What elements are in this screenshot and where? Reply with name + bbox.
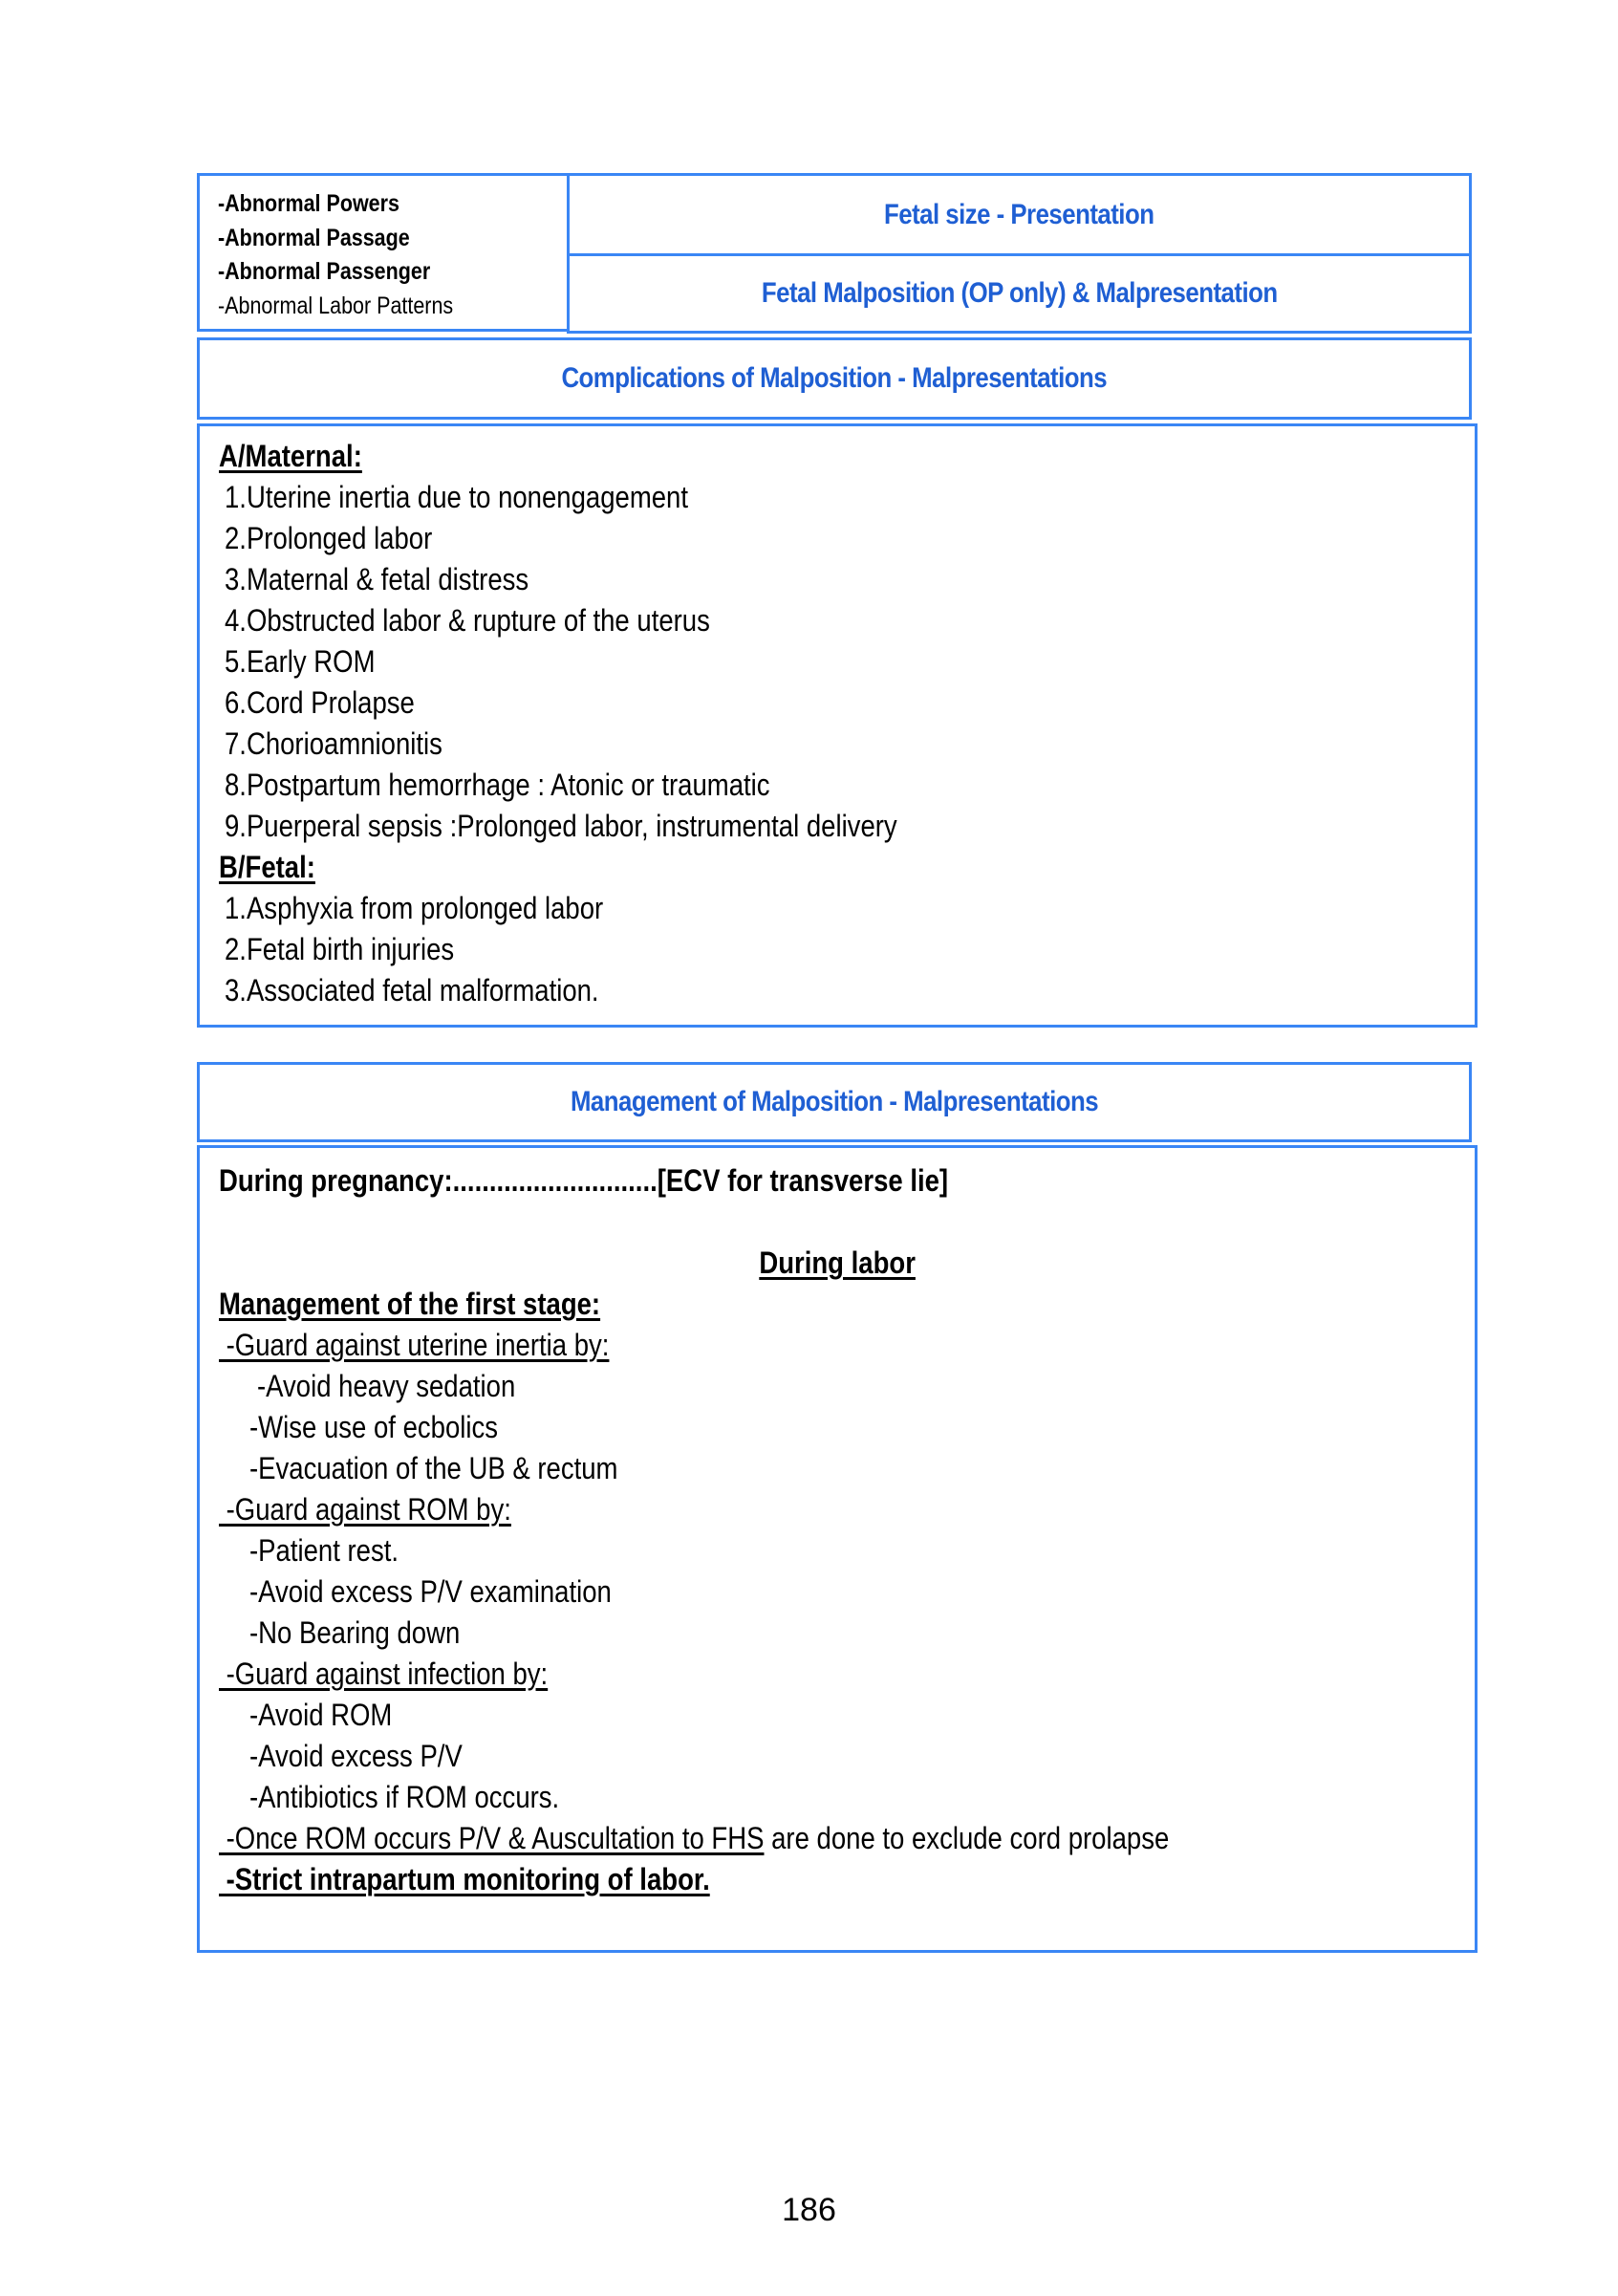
list-item [219,888,1475,929]
list-item [219,1571,1475,1613]
list-item [219,477,1475,518]
subheading-line [219,1489,1475,1530]
fetal-item: 3.Associated fetal malformation. [225,973,599,1007]
list-item [219,1407,1475,1448]
factor-text: -Abnormal Passenger [218,258,431,285]
list-item [219,970,1475,1011]
list-item [219,1736,1475,1777]
factor-text: -Abnormal Powers [218,190,399,217]
subheading-line [219,1654,1475,1695]
infection-heading: -Guard against infection by: [219,1657,549,1691]
management-heading: Management of Malposition - Malpresentations [570,1086,1099,1117]
list-item [219,600,1475,641]
strict-monitoring: -Strict intrapartum monitoring of labor. [219,1862,710,1896]
during-pregnancy-line [219,1160,1475,1202]
uterine-inertia-item: -Avoid heavy sedation [257,1369,516,1403]
during-labor-heading: During labor [759,1245,916,1280]
infection-item: -Avoid ROM [249,1698,393,1732]
fetal-item: 1.Asphyxia from prolonged labor [225,891,604,925]
complications-heading-box [197,337,1472,420]
once-rom-rest: are done to exclude cord prolapse [764,1821,1170,1855]
list-item [219,765,1475,806]
subheading-line [219,1325,1475,1366]
factor-item [218,187,567,222]
management-heading-box [197,1062,1472,1142]
during-pregnancy: During pregnancy:............................[ECV for transverse lie] [219,1163,949,1198]
factors-box [197,173,570,332]
infection-item: -Avoid excess P/V [249,1739,463,1773]
maternal-item: 7.Chorioamnionitis [225,726,442,761]
rom-item: -Avoid excess P/V examination [249,1574,612,1609]
list-item [219,724,1475,765]
list-item [219,1530,1475,1571]
factor-item [218,290,567,324]
maternal-heading: A/Maternal: [219,439,362,473]
fetal-malposition-title: Fetal Malposition (OP only) & Malpresentation [761,277,1278,309]
factor-item [218,255,567,290]
once-rom-underlined: -Once ROM occurs P/V & Auscultation to FHS [219,1821,765,1855]
rom-item: -Patient rest. [249,1533,399,1568]
uterine-inertia-heading: -Guard against uterine inertia by: [219,1328,610,1362]
once-rom-line [219,1818,1475,1859]
uterine-inertia-item: -Evacuation of the UB & rectum [249,1451,618,1485]
list-item [219,1613,1475,1654]
maternal-item: 3.Maternal & fetal distress [225,562,529,596]
spacer [219,1202,1475,1243]
first-stage-heading: Management of the first stage: [219,1287,601,1321]
fetal-item: 2.Fetal birth injuries [225,932,455,966]
maternal-item: 4.Obstructed labor & rupture of the uterus [225,603,710,638]
list-item [219,1695,1475,1736]
fetal-heading: B/Fetal: [219,850,315,884]
maternal-item: 5.Early ROM [225,644,376,679]
fetal-size-title: Fetal size - Presentation [884,198,1154,230]
maternal-item: 2.Prolonged labor [225,521,433,555]
strict-monitoring-line [219,1859,1475,1900]
maternal-item: 9.Puerperal sepsis :Prolonged labor, instrumental delivery [225,809,897,843]
maternal-item: 8.Postpartum hemorrhage : Atonic or traumatic [225,768,770,802]
during-labor-line [219,1243,1475,1284]
list-item [219,929,1475,970]
rom-heading: -Guard against ROM by: [219,1492,511,1527]
list-item [219,1448,1475,1489]
management-body [197,1145,1478,1953]
uterine-inertia-item: -Wise use of ecbolics [249,1410,499,1444]
complications-heading: Complications of Malposition - Malpresentations [561,362,1108,394]
fetal-malposition-cell [570,256,1469,331]
factor-text: -Abnormal Passage [218,224,410,251]
fetal-size-cell [570,176,1469,256]
maternal-item: 6.Cord Prolapse [225,685,415,720]
passenger-titles-box [567,173,1472,334]
list-item [219,1366,1475,1407]
list-item [219,806,1475,847]
list-item [219,518,1475,559]
fetal-heading-line [219,847,1475,888]
factor-text: -Abnormal Labor Patterns [218,292,454,319]
first-stage-line [219,1284,1475,1325]
maternal-heading-line [219,436,1475,477]
complications-body [197,423,1478,1028]
list-item [219,641,1475,682]
rom-item: -No Bearing down [249,1615,461,1650]
factor-item [218,222,567,256]
page-number: 186 [782,2192,836,2228]
infection-item: -Antibiotics if ROM occurs. [249,1780,560,1814]
list-item [219,1777,1475,1818]
list-item [219,682,1475,724]
maternal-item: 1.Uterine inertia due to nonengagement [225,480,688,514]
list-item [219,559,1475,600]
